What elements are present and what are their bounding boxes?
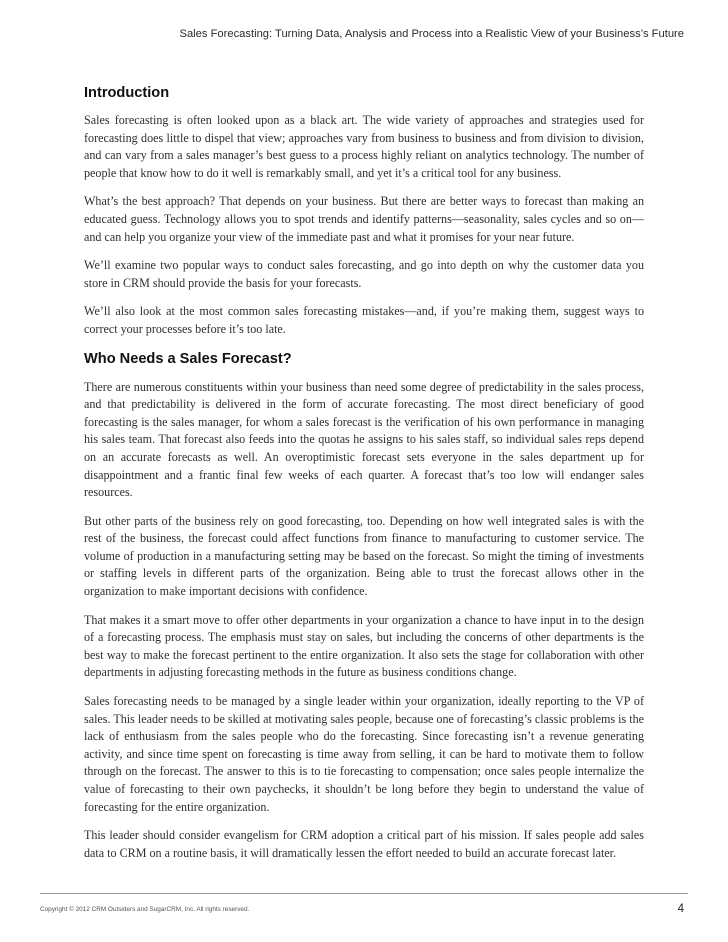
intro-paragraph-1: Sales forecasting is often looked upon as a black art. The wide variety of approaches and strategies used for forecasting does little to dispel that view; approaches vary from business to business and from division to division, and can vary from a sales manager’s best guess to a process highly reliant on analytics technology. The number of people that know how to do it well is remarkably small, and yet it’s a critical tool for any business. [84,113,644,180]
intro-paragraph-2: What’s the best approach? That depends on your business. But there are better ways to forecast than making an educated guess. Technology allows you to spot trends and identify patterns—seasonality, sales cycles and so on—and can help you organize your view of the immediate past and what it promises for your near future. [84,194,644,244]
section-heading-who-needs-forecast: Who Needs a Sales Forecast? [84,350,292,367]
copyright-notice: Copyright © 2012 CRM Outsiders and SugarCRM, Inc. All rights reserved. [40,906,250,913]
intro-paragraph-4: We’ll also look at the most common sales forecasting mistakes—and, if you’re making them, suggest ways to correct your processes before it’s too late. [84,304,644,336]
page-number: 4 [677,903,684,915]
who-paragraph-5: This leader should consider evangelism for CRM adoption a critical part of his mission. If sales people add sales data to CRM on a routine basis, it will dramatically lessen the effort needed to build an accurate forecast later. [84,828,644,860]
who-paragraph-4: Sales forecasting needs to be managed by a single leader within your organization, ideally reporting to the VP of sales. This leader needs to be skilled at motivating sales people, because one of forecasting’s classic problems is the lack of enthusiasm from the sales people who do the forecasting. Since forecasting isn’t a revenue generating activity, and since time spent on forecasting is time away from selling, it can be hard to motivate them to follow through on the forecast. The answer to this is to tie forecasting to compensation; once sales people internalize the value of forecasting to their own paychecks, it shouldn’t be long before they begin to understand the value of forecasting for the entire organization. [84,694,644,814]
intro-paragraph-3: We’ll examine two popular ways to conduct sales forecasting, and go into depth on why the customer data you store in CRM should provide the basis for your forecasts. [84,258,644,290]
running-header: Sales Forecasting: Turning Data, Analysis and Process into a Realistic View of your Business’s Future [179,28,684,40]
who-paragraph-1: There are numerous constituents within your business than need some degree of predictability in the sales process, and that predictability is delivered in the form of accurate forecasting. The most direct beneficiary of good forecasting is the sales manager, for whom a sales forecast is the verification of his own performance in managing his sales team. That forecast also feeds into the quotas he assigns to his sales staff, so individual sales reps depend on an accurate forecasts as well. An overoptimistic forecast sets everyone in the sales department up for disappointment and a frantic final few weeks of each quarter. A forecast that’s too low will endanger sales resources. [84,379,644,500]
who-paragraph-2: But other parts of the business rely on good forecasting, too. Depending on how well integrated sales is with the rest of the business, the forecast could affect functions from finance to manufacturing to customer service. The volume of production in a manufacturing setting may be based on the forecast. So might the timing of investments or staffing levels in different parts of the organization. Being able to trust the forecast allows other in the organization to make important decisions with confidence. [84,513,644,599]
who-paragraph-3: That makes it a smart move to offer other departments in your organization a chance to have input in to the design of a forecasting process. The emphasis must stay on sales, but including the concerns of other departments is the best way to make the forecast pertinent to the entire organization. It also sets the stage for collaboration with other departments in adjusting forecasting methods in the future as business conditions change. [84,612,644,680]
footer-divider [40,893,688,894]
section-heading-introduction: Introduction [84,85,170,101]
page-body [84,76,644,873]
